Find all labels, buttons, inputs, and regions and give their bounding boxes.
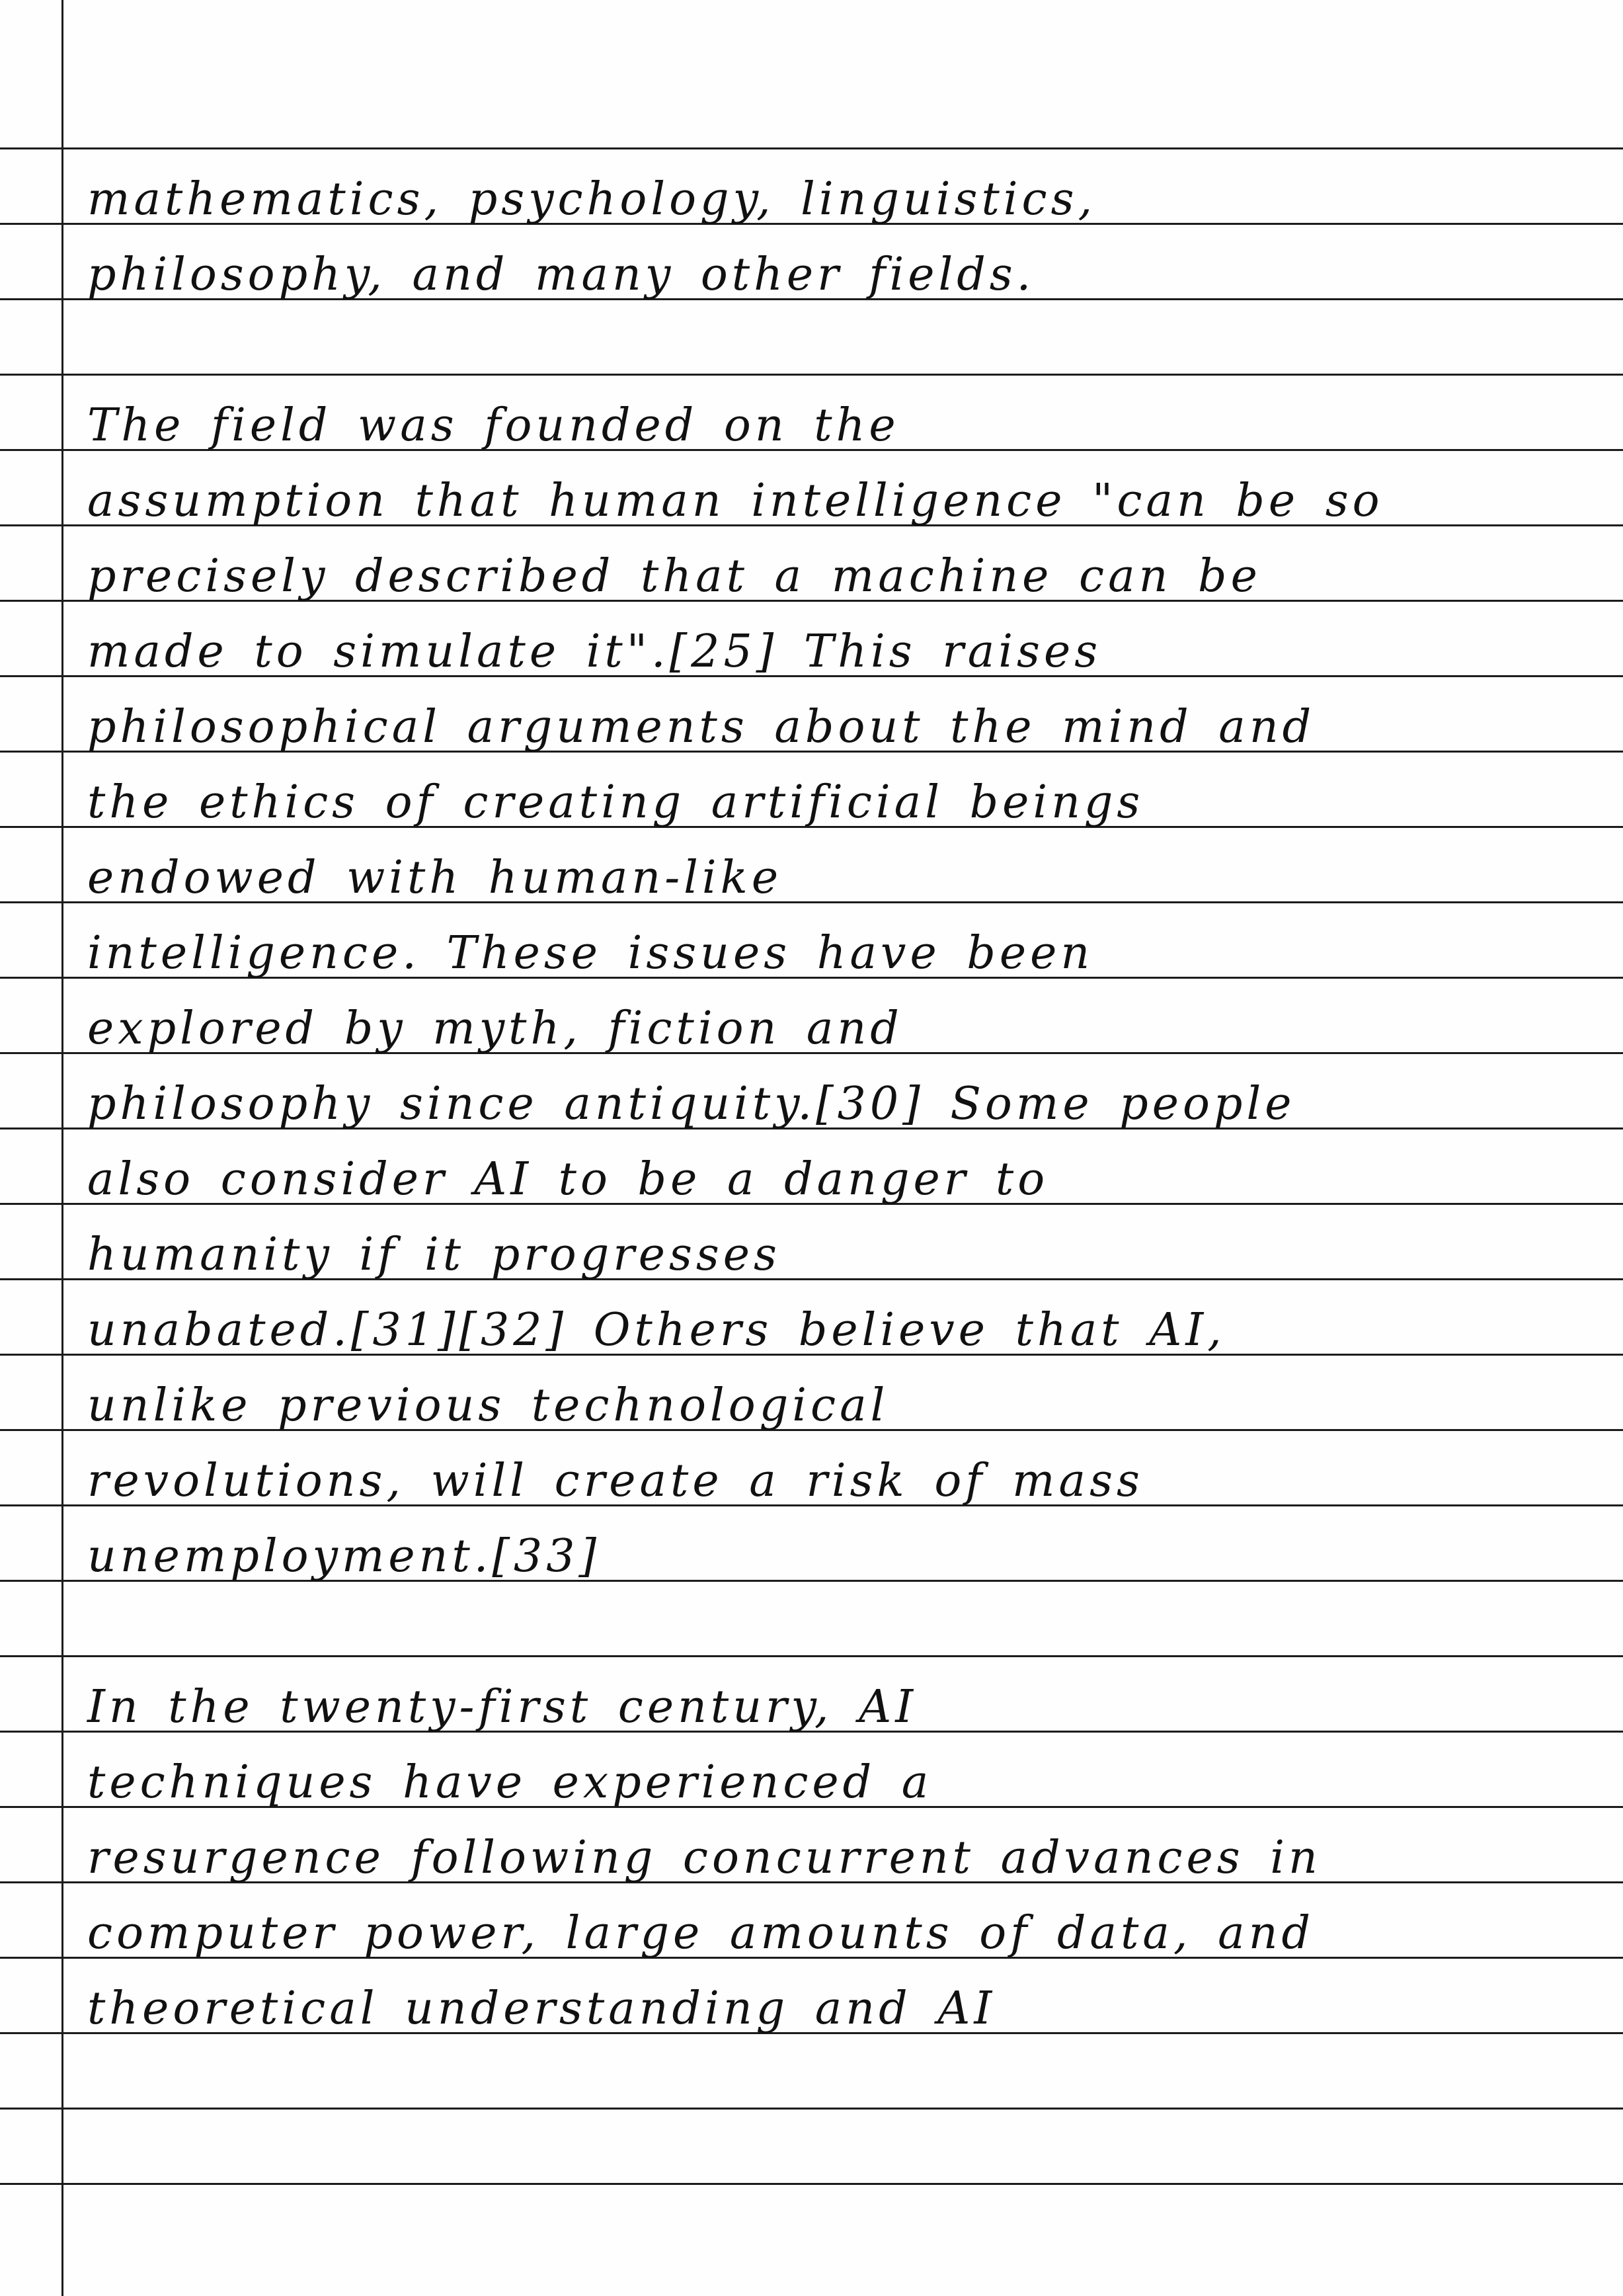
text-line: mathematics, psychology, linguistics,	[87, 173, 1097, 226]
text-line: theoretical understanding and AI	[87, 1983, 996, 2035]
ruled-line	[0, 1655, 1623, 1657]
text-line: unemployment.[33]	[87, 1530, 600, 1582]
text-line: precisely described that a machine can be	[87, 550, 1261, 602]
text-line: intelligence. These issues have been	[87, 927, 1094, 979]
text-line: resurgence following concurrent advances in	[87, 1832, 1322, 1884]
text-line: also consider AI to be a danger to	[87, 1153, 1049, 1206]
text-line: explored by myth, fiction and	[87, 1003, 903, 1055]
text-line: unlike previous technological	[87, 1379, 889, 1432]
text-line: assumption that human intelligence "can be so	[87, 475, 1384, 527]
text-line: unabated.[31][32] Others believe that AI,	[87, 1304, 1226, 1356]
text-line: made to simulate it".[25] This raises	[87, 626, 1102, 678]
ruled-line	[0, 374, 1623, 376]
margin-line	[61, 0, 63, 2296]
text-line: philosophy since antiquity.[30] Some people	[87, 1078, 1296, 1130]
ruled-line	[0, 2108, 1623, 2110]
text-line: The field was founded on the	[87, 399, 900, 452]
ruled-line	[0, 147, 1623, 149]
text-line: humanity if it progresses	[87, 1229, 781, 1281]
text-line: philosophical arguments about the mind and	[87, 701, 1316, 753]
text-line: In the twenty-first century, AI	[87, 1681, 918, 1733]
text-line: endowed with human-like	[87, 852, 783, 904]
ruled-line	[0, 2183, 1623, 2185]
text-line: revolutions, will create a risk of mass	[87, 1455, 1144, 1507]
text-line: philosophy, and many other fields.	[87, 249, 1035, 301]
text-line: computer power, large amounts of data, and	[87, 1907, 1315, 1959]
text-line: the ethics of creating artificial beings	[87, 776, 1144, 829]
text-line: techniques have experienced a	[87, 1756, 933, 1809]
